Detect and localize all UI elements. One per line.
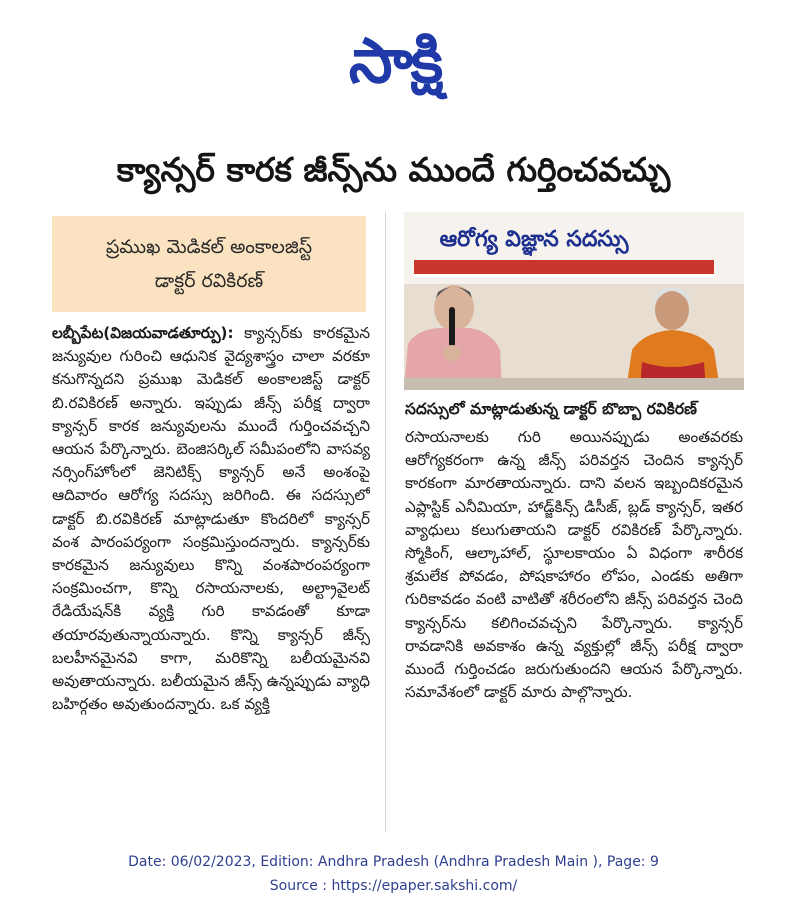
masthead-logo [290,22,500,100]
photo-illustration [404,212,744,390]
photo-caption: సదస్సులో మాట్లాడుతున్న డాక్టర్ బొబ్బా రవికిరణ్ [405,400,697,418]
column-divider [385,212,386,832]
subheading-box [52,216,366,312]
article-dateline: లబ్బీపేట(విజయవాడతూర్పు): [52,324,234,342]
article-body-right-text: రసాయనాలకు గురి అయినప్పుడు అంతవరకు ఆరోగ్యకరంగా ఉన్న జీన్స్ పరివర్తన చెందిన క్యాన్సర్ కారకంగా మారతాయన్నారు. దాని వలన ఇబ్బందికరమైన ఎప్లాస్టిక్ ఎనీమియా, హాడ్జ్‌కిన్స్ డిసీజ్, బ్లడ్ క్యాన్సర్, ఇతర వ్యాధులు కలుగుతాయని డాక్టర్ రవికిరణ్ పేర్కొన్నారు. స్మోకింగ్, ఆల్కాహాల్, స్థూలకాయం ఏ విధంగా శారీరక శ్రమలేక పోవడం, పోషకాహారం లోపం, ఎండకు అతిగా గురికావడం వంటి వాటితో శరీరంలోని జీన్స్ పరివర్తన చెంది క్యాన్సర్‌ను కలిగించవచ్చని పేర్కొన్నారు. క్యాన్సర్ రావడానికి అవకాశం ఉన్న వ్యక్తుల్లో జీన్స్ పరీక్ష ద్వారా ముందే గుర్తించడం జరుగుతుందని ఆయన పేర్కొన్నారు. సమావేశంలో డాక్టర్ మారు పాల్గొన్నారు. [405,428,743,702]
subheading-line-2: డాక్టర్ రవికిరణ్ [154,270,264,292]
subheading-line-1: ప్రముఖ మెడికల్ అంకాలజిస్ట్ [105,236,313,258]
masthead-logo-text: సాక్షి [348,24,442,97]
article-photo [404,212,744,390]
footer-date-edition: Date: 06/02/2023, Edition: Andhra Pradesh (Andhra Pradesh Main ), Page: 9 [128,854,659,870]
article-body-right [405,426,743,828]
article-body-left [52,322,370,828]
footer-source: Source : https://epaper.sakshi.com/ [269,878,518,894]
photo-banner-title: ఆరోగ్య విజ్ఞాన సదస్సు [439,227,629,252]
article-headline: క్యాన్సర్ కారక జీన్స్‌ను ముందే గుర్తించవచ్చు [116,150,671,189]
article-body-left-text: క్యాన్సర్‌కు కారకమైన జన్యువుల గురించి ఆధునిక వైద్యశాస్త్రం చాలా వరకూ కనుగొన్నదని ప్రముఖ మెడికల్ అంకాలజిస్ట్ డాక్టర్ బి.రవికిరణ్ అన్నారు. ఇప్పుడు జీన్స్ పరీక్ష ద్వారా క్యాన్సర్ కారక జన్యువులను ముందే గుర్తించవచ్చని ఆయన పేర్కొన్నారు. బెంజిసర్కిల్ సమీపంలోని వాసవ్య నర్సింగ్‌హోంలో జెనిటిక్స్ క్యాన్సర్ అనే అంశంపై ఆదివారం ఆరోగ్య సదస్సు జరిగింది. ఈ సదస్సులో డాక్టర్ బి.రవికిరణ్ మాట్లాడుతూ కొందరిలో క్యాన్సర్ వంశ పారంపర్యంగా సంక్రమిస్తుందన్నారు. క్యాన్సర్‌కు కారకమైన జన్యువులు కొన్ని వంశపారంపర్యంగా సంక్రమించగా, కొన్ని రసాయనాలకు, అల్ట్రావైలట్ రేడియేషన్‌కి వ్యక్తి గురి కావడంతో కూడా తయారవుతున్నాయన్నారు. కొన్ని క్యాన్సర్ జీన్స్ బలహీనమైనవి కాగా, మరికొన్ని బలీయమైనవి అవుతాయన్నారు. బలీయమైన జీన్స్ ఉన్నప్పుడు వ్యాధి బహిర్గతం అవుతుందన్నారు. ఒక వ్యక్తి [52,324,370,714]
